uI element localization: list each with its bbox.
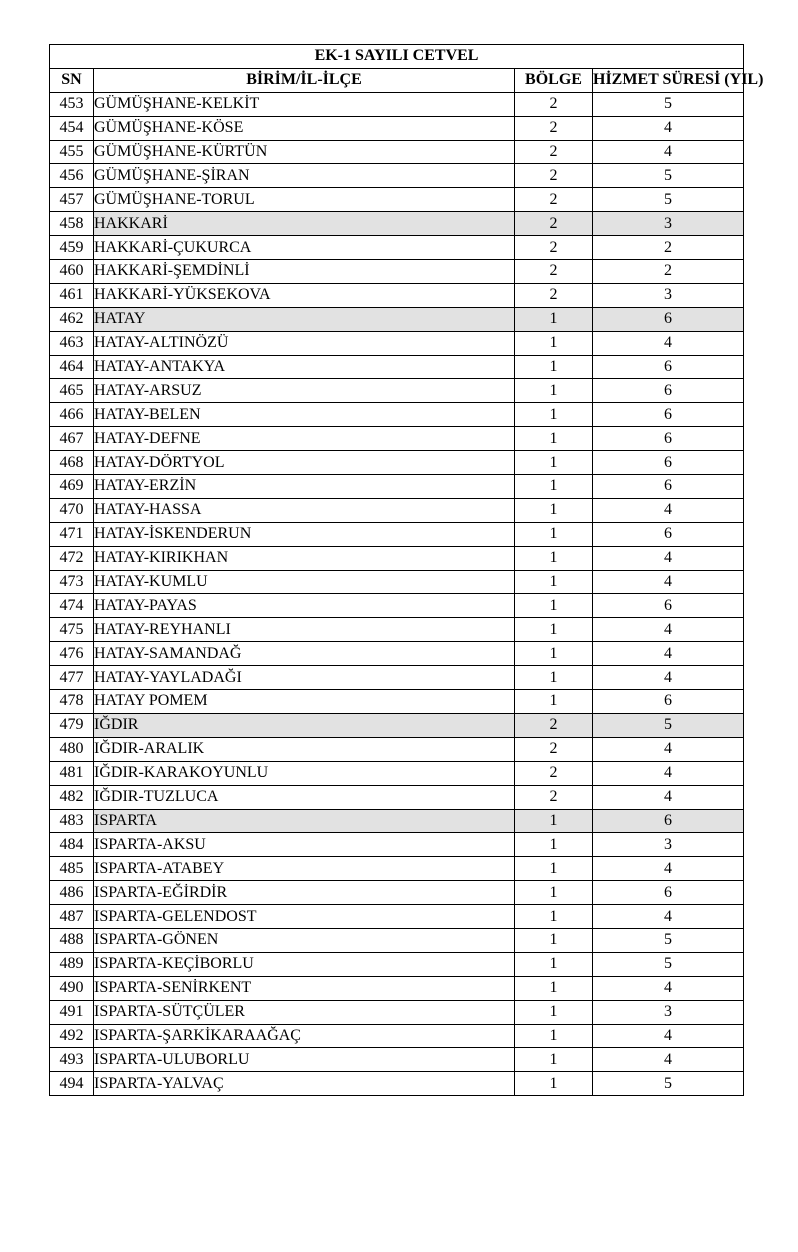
row-name: HATAY-HASSA xyxy=(94,498,515,522)
row-name: HATAY-ALTINÖZÜ xyxy=(94,331,515,355)
table-row xyxy=(50,952,744,976)
row-hizmet-suresi: 5 xyxy=(593,713,744,737)
row-name: ISPARTA-ŞARKİKARAAĞAÇ xyxy=(94,1024,515,1048)
row-name: GÜMÜŞHANE-KÜRTÜN xyxy=(94,140,515,164)
row-bolge: 2 xyxy=(515,260,593,284)
table-row xyxy=(50,976,744,1000)
row-name: HATAY-KIRIKHAN xyxy=(94,546,515,570)
row-bolge: 2 xyxy=(515,713,593,737)
row-name: ISPARTA-GELENDOST xyxy=(94,905,515,929)
row-hizmet-suresi: 6 xyxy=(593,307,744,331)
row-name: HAKKARİ-ÇUKURCA xyxy=(94,236,515,260)
row-sn: 471 xyxy=(50,522,94,546)
row-sn: 492 xyxy=(50,1024,94,1048)
row-name: ISPARTA-ULUBORLU xyxy=(94,1048,515,1072)
row-hizmet-suresi: 4 xyxy=(593,1048,744,1072)
row-hizmet-suresi: 6 xyxy=(593,522,744,546)
row-hizmet-suresi: 4 xyxy=(593,642,744,666)
table-row xyxy=(50,92,744,116)
row-hizmet-suresi: 4 xyxy=(593,737,744,761)
row-hizmet-suresi: 6 xyxy=(593,475,744,499)
row-sn: 466 xyxy=(50,403,94,427)
row-bolge: 1 xyxy=(515,690,593,714)
row-hizmet-suresi: 5 xyxy=(593,164,744,188)
row-name: ISPARTA-KEÇİBORLU xyxy=(94,952,515,976)
row-bolge: 1 xyxy=(515,1072,593,1096)
table-row xyxy=(50,761,744,785)
row-hizmet-suresi: 5 xyxy=(593,928,744,952)
row-bolge: 1 xyxy=(515,355,593,379)
row-name: HATAY-DÖRTYOL xyxy=(94,451,515,475)
row-name: ISPARTA-ATABEY xyxy=(94,857,515,881)
table-row xyxy=(50,642,744,666)
row-name: IĞDIR-ARALIK xyxy=(94,737,515,761)
table-row xyxy=(50,116,744,140)
row-bolge: 2 xyxy=(515,212,593,236)
row-bolge: 1 xyxy=(515,1000,593,1024)
table-row xyxy=(50,833,744,857)
row-bolge: 1 xyxy=(515,857,593,881)
row-hizmet-suresi: 5 xyxy=(593,188,744,212)
table-row xyxy=(50,355,744,379)
row-bolge: 2 xyxy=(515,116,593,140)
table-row xyxy=(50,140,744,164)
row-hizmet-suresi: 4 xyxy=(593,116,744,140)
row-hizmet-suresi: 2 xyxy=(593,260,744,284)
row-name: HATAY-ANTAKYA xyxy=(94,355,515,379)
row-sn: 459 xyxy=(50,236,94,260)
row-bolge: 1 xyxy=(515,1024,593,1048)
row-sn: 464 xyxy=(50,355,94,379)
table-row xyxy=(50,785,744,809)
header-bolge: BÖLGE xyxy=(515,68,593,92)
row-sn: 470 xyxy=(50,498,94,522)
row-sn: 473 xyxy=(50,570,94,594)
row-name: ISPARTA-YALVAÇ xyxy=(94,1072,515,1096)
row-bolge: 1 xyxy=(515,427,593,451)
table-row xyxy=(50,164,744,188)
row-bolge: 1 xyxy=(515,666,593,690)
table-row xyxy=(50,1000,744,1024)
row-hizmet-suresi: 4 xyxy=(593,546,744,570)
row-bolge: 2 xyxy=(515,188,593,212)
row-hizmet-suresi: 5 xyxy=(593,952,744,976)
header-hizmet-suresi: HİZMET SÜRESİ (YIL) xyxy=(593,68,744,92)
table-row xyxy=(50,236,744,260)
table-row xyxy=(50,307,744,331)
row-bolge: 1 xyxy=(515,952,593,976)
row-sn: 463 xyxy=(50,331,94,355)
row-hizmet-suresi: 4 xyxy=(593,1024,744,1048)
row-hizmet-suresi: 3 xyxy=(593,283,744,307)
row-sn: 479 xyxy=(50,713,94,737)
row-name: HAKKARİ-ŞEMDİNLİ xyxy=(94,260,515,284)
row-hizmet-suresi: 4 xyxy=(593,761,744,785)
row-name: HATAY-DEFNE xyxy=(94,427,515,451)
row-hizmet-suresi: 5 xyxy=(593,92,744,116)
row-name: HATAY-İSKENDERUN xyxy=(94,522,515,546)
row-hizmet-suresi: 4 xyxy=(593,666,744,690)
row-hizmet-suresi: 2 xyxy=(593,236,744,260)
row-sn: 462 xyxy=(50,307,94,331)
row-hizmet-suresi: 4 xyxy=(593,905,744,929)
table-body xyxy=(50,92,744,1095)
table-row xyxy=(50,618,744,642)
row-name: HAKKARİ xyxy=(94,212,515,236)
row-hizmet-suresi: 3 xyxy=(593,833,744,857)
row-name: HATAY-KUMLU xyxy=(94,570,515,594)
row-name: ISPARTA-SENİRKENT xyxy=(94,976,515,1000)
row-sn: 483 xyxy=(50,809,94,833)
table-row xyxy=(50,1072,744,1096)
row-sn: 467 xyxy=(50,427,94,451)
row-sn: 476 xyxy=(50,642,94,666)
row-bolge: 2 xyxy=(515,140,593,164)
row-name: HATAY-ARSUZ xyxy=(94,379,515,403)
table-row xyxy=(50,857,744,881)
table-row xyxy=(50,690,744,714)
row-name: IĞDIR-TUZLUCA xyxy=(94,785,515,809)
row-hizmet-suresi: 6 xyxy=(593,427,744,451)
row-bolge: 1 xyxy=(515,570,593,594)
row-name: GÜMÜŞHANE-KÖSE xyxy=(94,116,515,140)
row-name: HAKKARİ-YÜKSEKOVA xyxy=(94,283,515,307)
header-birim: BİRİM/İL-İLÇE xyxy=(94,68,515,92)
row-name: ISPARTA-SÜTÇÜLER xyxy=(94,1000,515,1024)
row-bolge: 1 xyxy=(515,475,593,499)
row-sn: 465 xyxy=(50,379,94,403)
table-row xyxy=(50,451,744,475)
row-hizmet-suresi: 6 xyxy=(593,594,744,618)
row-hizmet-suresi: 5 xyxy=(593,1072,744,1096)
row-bolge: 2 xyxy=(515,785,593,809)
row-hizmet-suresi: 4 xyxy=(593,618,744,642)
row-sn: 488 xyxy=(50,928,94,952)
table-row xyxy=(50,570,744,594)
row-sn: 461 xyxy=(50,283,94,307)
row-bolge: 1 xyxy=(515,498,593,522)
row-name: GÜMÜŞHANE-TORUL xyxy=(94,188,515,212)
row-sn: 484 xyxy=(50,833,94,857)
table-row xyxy=(50,260,744,284)
row-sn: 480 xyxy=(50,737,94,761)
table-row xyxy=(50,594,744,618)
row-name: HATAY xyxy=(94,307,515,331)
row-hizmet-suresi: 6 xyxy=(593,809,744,833)
row-name: IĞDIR-KARAKOYUNLU xyxy=(94,761,515,785)
row-bolge: 2 xyxy=(515,236,593,260)
row-hizmet-suresi: 6 xyxy=(593,451,744,475)
row-sn: 493 xyxy=(50,1048,94,1072)
row-name: HATAY-YAYLADAĞI xyxy=(94,666,515,690)
row-hizmet-suresi: 6 xyxy=(593,379,744,403)
row-name: GÜMÜŞHANE-KELKİT xyxy=(94,92,515,116)
row-name: ISPARTA-GÖNEN xyxy=(94,928,515,952)
row-name: ISPARTA xyxy=(94,809,515,833)
row-name: HATAY-SAMANDAĞ xyxy=(94,642,515,666)
table-row xyxy=(50,498,744,522)
row-bolge: 1 xyxy=(515,307,593,331)
row-bolge: 1 xyxy=(515,809,593,833)
row-hizmet-suresi: 4 xyxy=(593,498,744,522)
row-hizmet-suresi: 4 xyxy=(593,140,744,164)
row-sn: 478 xyxy=(50,690,94,714)
row-sn: 454 xyxy=(50,116,94,140)
table-row xyxy=(50,546,744,570)
row-sn: 455 xyxy=(50,140,94,164)
table-row xyxy=(50,666,744,690)
header-sn: SN xyxy=(50,68,94,92)
row-hizmet-suresi: 3 xyxy=(593,1000,744,1024)
row-hizmet-suresi: 4 xyxy=(593,331,744,355)
row-bolge: 1 xyxy=(515,642,593,666)
row-sn: 489 xyxy=(50,952,94,976)
row-bolge: 1 xyxy=(515,594,593,618)
row-bolge: 2 xyxy=(515,164,593,188)
cetvel-table xyxy=(49,44,764,1096)
table-row xyxy=(50,905,744,929)
table-row xyxy=(50,188,744,212)
row-hizmet-suresi: 6 xyxy=(593,881,744,905)
table-row xyxy=(50,1048,744,1072)
row-name: HATAY-PAYAS xyxy=(94,594,515,618)
row-sn: 475 xyxy=(50,618,94,642)
row-bolge: 1 xyxy=(515,522,593,546)
table-row xyxy=(50,212,744,236)
row-sn: 469 xyxy=(50,475,94,499)
row-hizmet-suresi: 4 xyxy=(593,570,744,594)
row-bolge: 1 xyxy=(515,881,593,905)
row-bolge: 1 xyxy=(515,1048,593,1072)
table-row xyxy=(50,809,744,833)
row-sn: 472 xyxy=(50,546,94,570)
row-name: ISPARTA-AKSU xyxy=(94,833,515,857)
row-bolge: 1 xyxy=(515,403,593,427)
row-bolge: 2 xyxy=(515,761,593,785)
row-sn: 487 xyxy=(50,905,94,929)
row-name: HATAY POMEM xyxy=(94,690,515,714)
table-row xyxy=(50,713,744,737)
table-row xyxy=(50,283,744,307)
row-sn: 494 xyxy=(50,1072,94,1096)
row-sn: 458 xyxy=(50,212,94,236)
row-name: IĞDIR xyxy=(94,713,515,737)
table-title: EK-1 SAYILI CETVEL xyxy=(50,45,744,69)
table-row xyxy=(50,379,744,403)
row-sn: 481 xyxy=(50,761,94,785)
row-hizmet-suresi: 6 xyxy=(593,403,744,427)
row-sn: 477 xyxy=(50,666,94,690)
row-sn: 460 xyxy=(50,260,94,284)
table-row xyxy=(50,427,744,451)
header-row xyxy=(50,68,744,92)
row-hizmet-suresi: 4 xyxy=(593,857,744,881)
row-name: HATAY-REYHANLI xyxy=(94,618,515,642)
row-sn: 457 xyxy=(50,188,94,212)
table-row xyxy=(50,475,744,499)
row-bolge: 1 xyxy=(515,379,593,403)
row-sn: 490 xyxy=(50,976,94,1000)
row-sn: 468 xyxy=(50,451,94,475)
row-sn: 453 xyxy=(50,92,94,116)
row-bolge: 1 xyxy=(515,833,593,857)
row-sn: 491 xyxy=(50,1000,94,1024)
row-bolge: 1 xyxy=(515,546,593,570)
row-hizmet-suresi: 6 xyxy=(593,690,744,714)
table-row xyxy=(50,403,744,427)
row-bolge: 2 xyxy=(515,737,593,761)
table-row xyxy=(50,331,744,355)
row-bolge: 1 xyxy=(515,451,593,475)
row-sn: 474 xyxy=(50,594,94,618)
row-name: HATAY-ERZİN xyxy=(94,475,515,499)
row-name: HATAY-BELEN xyxy=(94,403,515,427)
row-sn: 485 xyxy=(50,857,94,881)
row-name: GÜMÜŞHANE-ŞİRAN xyxy=(94,164,515,188)
row-hizmet-suresi: 3 xyxy=(593,212,744,236)
row-hizmet-suresi: 6 xyxy=(593,355,744,379)
row-sn: 482 xyxy=(50,785,94,809)
row-bolge: 1 xyxy=(515,905,593,929)
row-name: ISPARTA-EĞİRDİR xyxy=(94,881,515,905)
row-hizmet-suresi: 4 xyxy=(593,976,744,1000)
table-row xyxy=(50,881,744,905)
row-hizmet-suresi: 4 xyxy=(593,785,744,809)
row-bolge: 1 xyxy=(515,976,593,1000)
table-row xyxy=(50,737,744,761)
row-bolge: 2 xyxy=(515,92,593,116)
row-bolge: 2 xyxy=(515,283,593,307)
row-sn: 486 xyxy=(50,881,94,905)
row-bolge: 1 xyxy=(515,928,593,952)
table-row xyxy=(50,928,744,952)
table-row xyxy=(50,1024,744,1048)
row-bolge: 1 xyxy=(515,331,593,355)
row-bolge: 1 xyxy=(515,618,593,642)
row-sn: 456 xyxy=(50,164,94,188)
table-row xyxy=(50,522,744,546)
title-row xyxy=(50,45,744,69)
